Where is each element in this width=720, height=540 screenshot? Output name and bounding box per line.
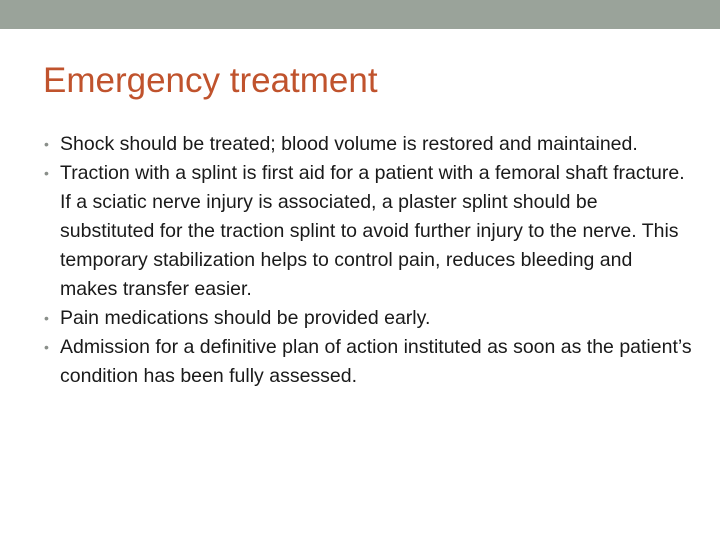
bullet-text: Shock should be treated; blood volume is restored and maintained. (60, 133, 638, 155)
slide-title: Emergency treatment (43, 61, 378, 100)
bullet-item-pain-medications (44, 304, 694, 333)
bullet-item-shock (44, 130, 694, 159)
bullet-icon: • (44, 165, 49, 181)
bullet-text: Admission for a definitive plan of action instituted as soon as the patient’s condition has been fully assessed. (60, 336, 692, 387)
bullet-icon: • (44, 136, 49, 152)
bullet-item-traction (44, 159, 694, 304)
bullet-text: Traction with a splint is first aid for a patient with a femoral shaft fracture. If a sciatic nerve injury is associated, a plaster splint should be substituted for the traction splint to avoid further injury to the nerve. This temporary stabilization helps to control pain, reduces bleeding and makes transfer easier. (60, 162, 685, 300)
bullet-text: Pain medications should be provided early. (60, 307, 431, 329)
bullet-item-admission (44, 333, 694, 391)
bullet-list (44, 130, 694, 391)
bullet-icon: • (44, 310, 49, 326)
bullet-icon: • (44, 339, 49, 355)
top-accent-band (0, 0, 720, 29)
